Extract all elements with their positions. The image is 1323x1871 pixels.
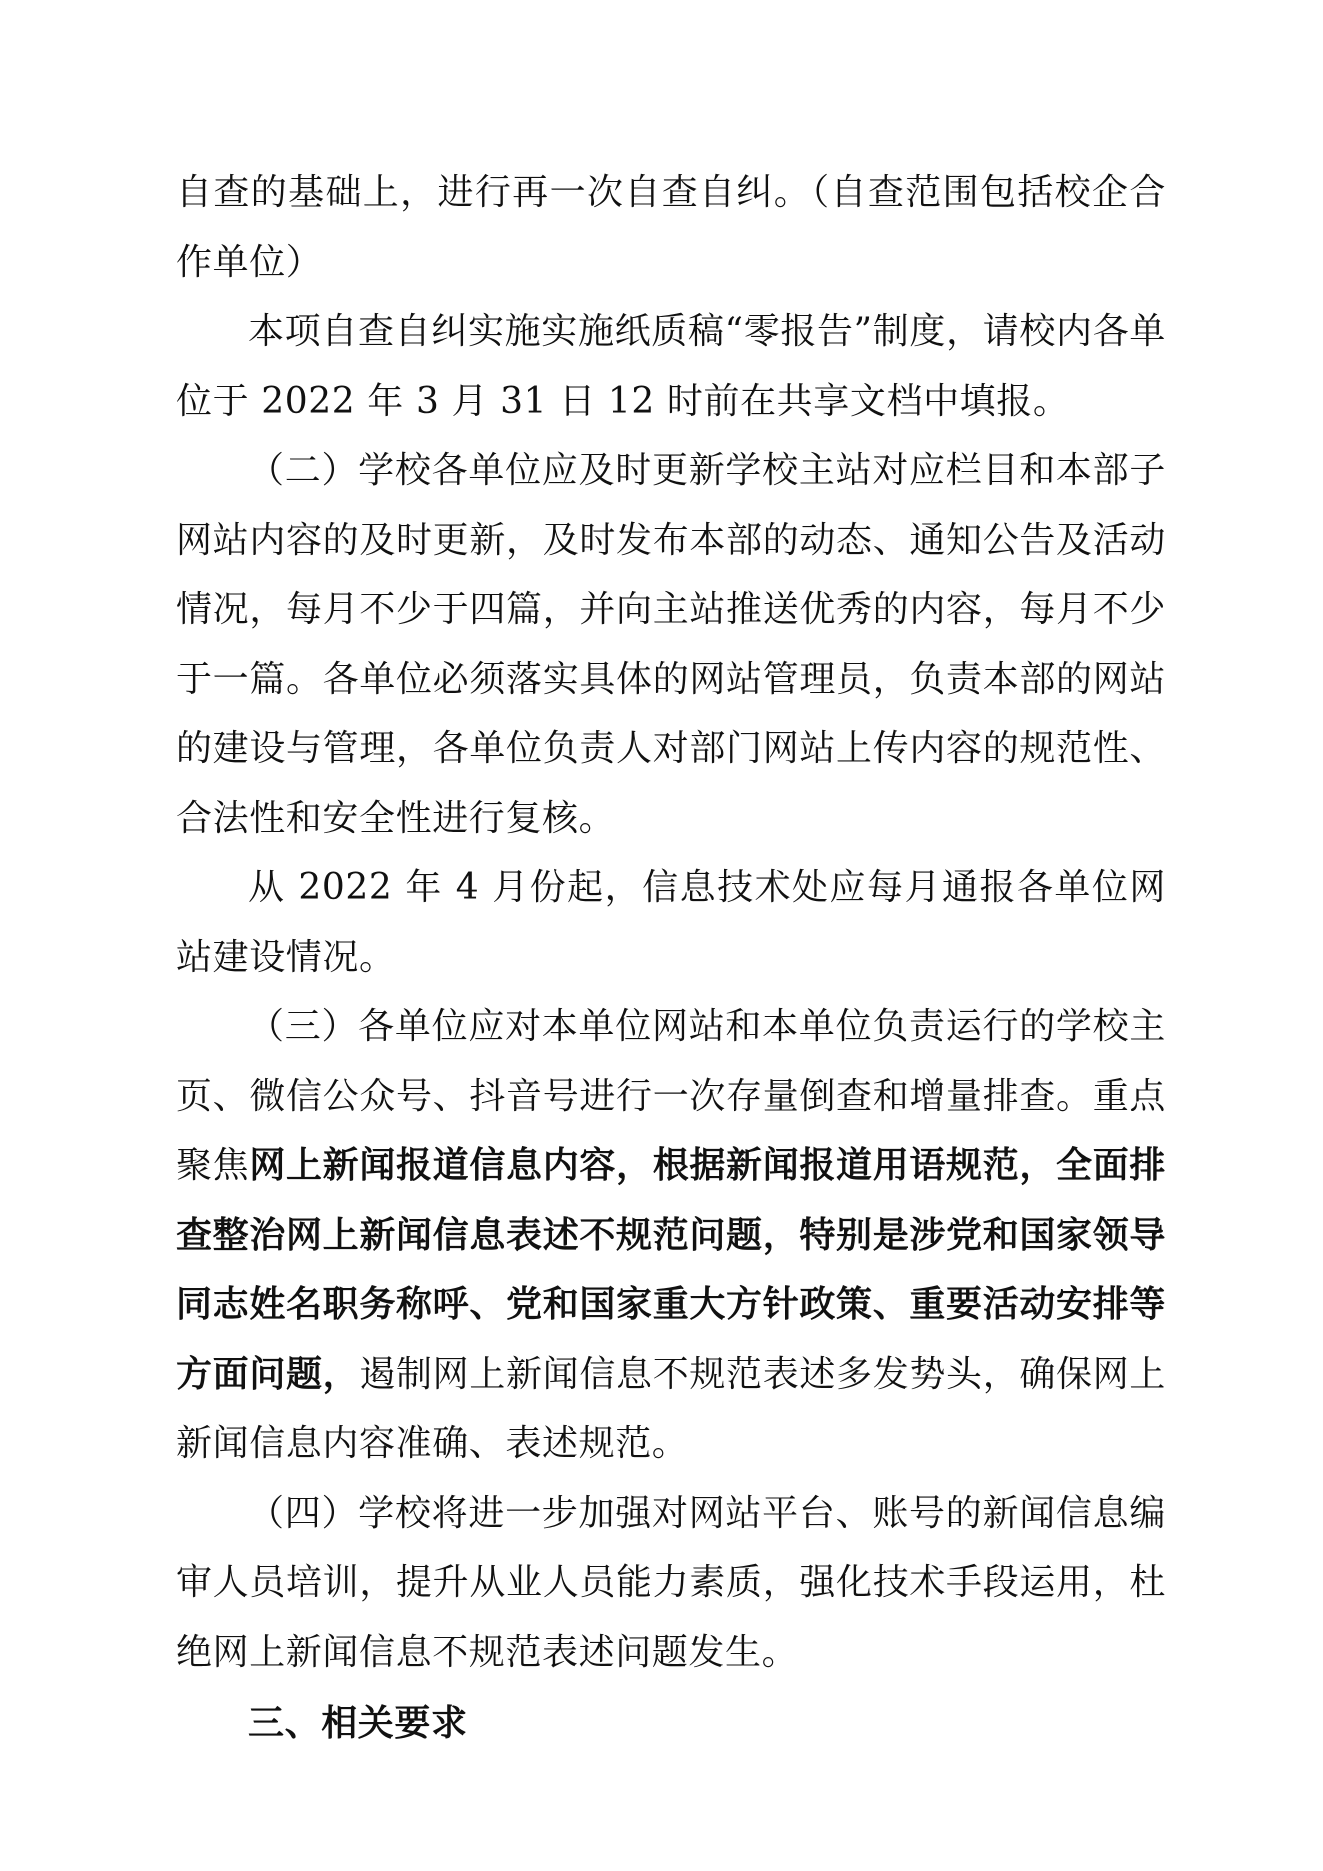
document-body — [176, 158, 1166, 1759]
paragraph-section-three-emphasis: 网上新闻报道信息内容，根据新闻报道用语规范，全面排查整治网上新闻信息表述不规范问题，特别是涉党和国家领导同志姓名职务称呼、党和国家重大方针政策、重要活动安排等方面问题， — [176, 1144, 1166, 1395]
paragraph-section-three — [176, 992, 1166, 1479]
paragraph-monthly-report: 从 2022 年 4 月份起，信息技术处应每月通报各单位网站建设情况。 — [176, 867, 1166, 978]
paragraph-section-two: （二）学校各单位应及时更新学校主站对应栏目和本部子网站内容的及时更新，及时发布本部的动态、通知公告及活动情况，每月不少于四篇，并向主站推送优秀的内容，每月不少于一篇。各单位必须落实具体的网站管理员，负责本部的网站的建设与管理，各单位负责人对部门网站上传内容的规范性、合法性和安全性进行复核。 — [176, 450, 1166, 839]
section-heading: 三、相关要求 — [248, 1702, 468, 1744]
paragraph-section-four: （四）学校将进一步加强对网站平台、账号的新闻信息编审人员培训，提升从业人员能力素质，强化技术手段运用，杜绝网上新闻信息不规范表述问题发生。 — [176, 1492, 1166, 1673]
paragraph-section-three-start: （三）各单位应对本单位网站和本单位负责运行的学校主页、微信公众号、抖音号进行一次存量倒查和增量排查。重点聚焦 — [176, 1006, 1166, 1186]
paragraph-zero-report: 本项自查自纠实施实施纸质稿“零报告”制度，请校内各单位于 2022 年 3 月 31 日 12 时前在共享文档中填报。 — [176, 311, 1166, 422]
paragraph-section-three-end: 遏制网上新闻信息不规范表述多发势头，确保网上新闻信息内容准确、表述规范。 — [176, 1353, 1166, 1464]
paragraph-self-check-scope: 自查的基础上，进行再一次自查自纠。（自查范围包括校企合作单位） — [176, 172, 1166, 283]
